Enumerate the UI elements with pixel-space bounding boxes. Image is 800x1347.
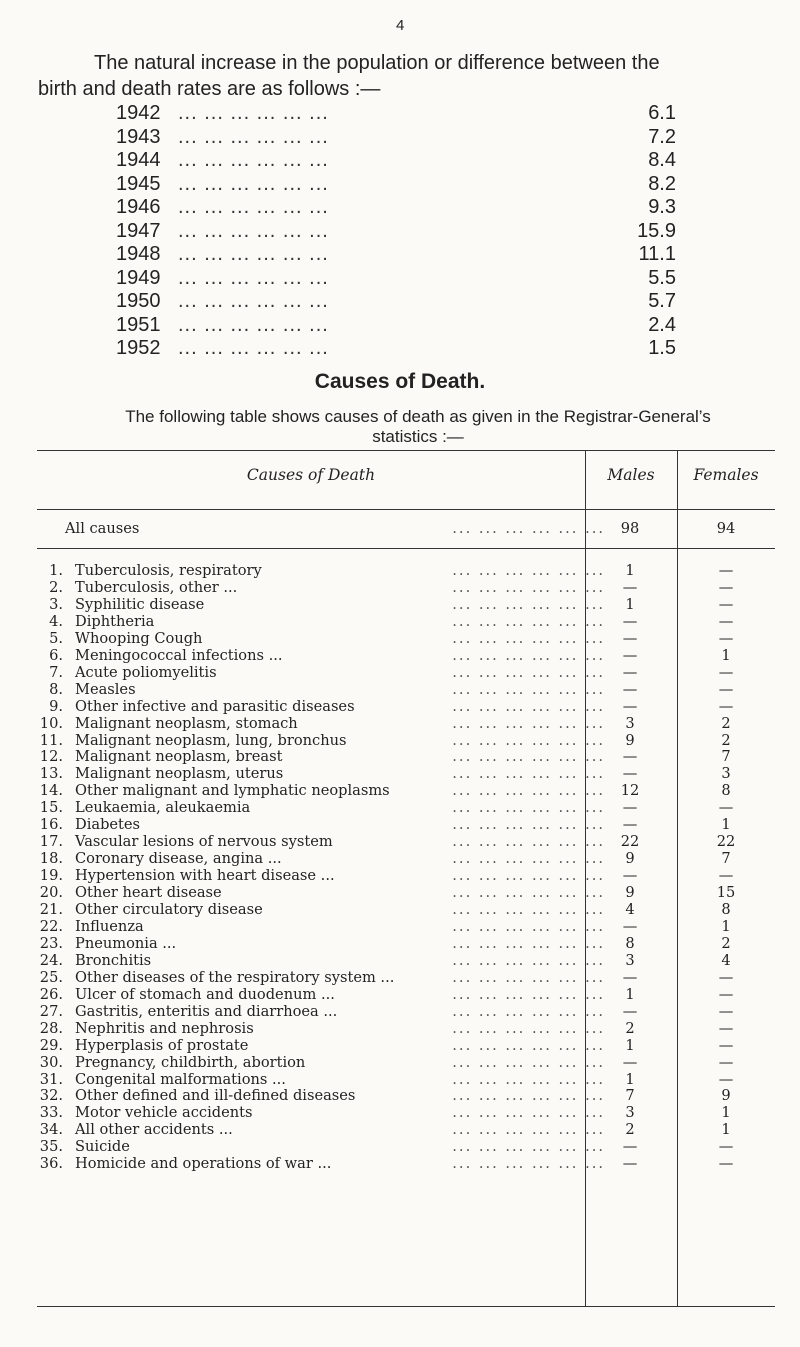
table-row [37,766,775,783]
leader-dots: ... ... ... ... ... ... [452,646,605,664]
rate-year: 1950 [116,290,161,312]
cause-number: 22. [39,917,63,935]
section-title: Causes of Death. [314,370,486,393]
males-count: 9 [625,884,635,902]
cause-number: 29. [39,1036,63,1054]
cause-number: 19. [39,867,63,885]
females-count: — [718,799,734,817]
females-count: 1 [721,1104,731,1122]
cause-number: 6. [49,646,63,664]
cause-label: Bronchitis [75,951,152,969]
rate-value: 9.3 [648,196,676,218]
males-count: — [622,1138,638,1156]
males-count: — [622,968,638,986]
cause-number: 1. [49,562,63,579]
females-count: — [718,578,734,596]
leader-dots: ... ... ... ... ... ... [452,1087,605,1105]
males-count: — [622,612,638,630]
header-males: Males [607,466,655,484]
leader-dots: ... ... ... ... ... ... [452,1002,605,1020]
cause-label: Diabetes [75,816,141,834]
males-count: 9 [625,850,635,868]
table-row [37,817,775,834]
rate-value: 7.2 [648,125,676,148]
cause-number: 9. [49,697,63,715]
leader-dots: ... ... ... ... ... ... [452,629,605,647]
rate-value: 11.1 [638,243,676,265]
table-row [37,597,775,614]
cause-number: 35. [39,1138,63,1156]
table-row [37,648,775,665]
leader-dots: ... ... ... ... ... ... [452,816,605,834]
rate-year: 1944 [116,149,161,171]
males-count: 3 [625,1104,635,1122]
females-count: — [718,595,734,613]
rate-year: 1942 [116,102,161,124]
males-count: — [622,917,638,935]
leader-dots: ... ... ... ... ... ... [178,337,329,359]
cause-number: 24. [39,951,63,969]
females-count: 4 [721,951,731,969]
males-count: — [622,697,638,715]
males-count: — [622,1002,638,1020]
females-count: — [718,663,734,681]
rate-year: 1951 [116,313,161,336]
table-row [37,699,775,716]
intro-line-2: birth and death rates are as follows :— [38,78,381,100]
females-count: — [718,968,734,986]
cause-number: 31. [39,1070,63,1088]
table-intro-line-1: The following table shows causes of death as given in the Registrar-General’s [125,407,711,426]
table-row [37,716,775,733]
cause-number: 2. [49,578,63,596]
cause-number: 21. [39,901,63,918]
females-count: 3 [721,765,731,783]
rate-row [116,267,676,291]
cause-number: 28. [39,1019,63,1037]
leader-dots: ... ... ... ... ... ... [452,562,605,579]
males-count: — [622,1053,638,1071]
females-count: — [718,867,734,885]
table-row [37,970,775,987]
cause-number: 4. [49,612,63,630]
males-count: — [622,629,638,647]
table-row [37,987,775,1004]
rate-year: 1943 [116,125,161,148]
leader-dots: ... ... ... ... ... ... [452,697,605,715]
females-count: — [718,1070,734,1088]
cause-number: 13. [39,765,63,783]
leader-dots: ... ... ... ... ... ... [452,867,605,885]
cause-label: Malignant neoplasm, lung, bronchus [75,731,347,749]
females-count: — [718,1138,734,1156]
rate-value: 1.5 [648,337,676,359]
females-count: — [718,562,734,579]
cause-label: Hyperplasis of prostate [75,1036,249,1054]
table-row [37,868,775,885]
females-count: — [718,1155,734,1173]
rate-row [116,243,676,267]
cause-label: Hypertension with heart disease ... [75,867,335,885]
table-row [37,682,775,699]
leader-dots: ... ... ... ... ... ... [452,1155,605,1173]
cause-label: Other infective and parasitic diseases [75,697,355,715]
females-count: — [718,1053,734,1071]
cause-label: Suicide [75,1138,130,1156]
header-cause: Causes of Death [246,466,376,484]
females-count: 8 [721,782,731,800]
leader-dots: ... ... ... ... ... ... [452,612,605,630]
table-intro-line-2: statistics :— [372,427,464,446]
rate-row [116,337,676,361]
intro-line-1: The natural increase in the population or difference between the [94,52,660,74]
causes-of-death-table [37,450,775,1306]
cause-label: Influenza [75,917,144,935]
cause-label: Coronary disease, angina ... [75,850,282,868]
table-row [37,665,775,682]
table-row [37,800,775,817]
males-count: 3 [625,951,635,969]
table-bottom-rule [37,1306,775,1307]
table-row [37,1122,775,1139]
cause-label: Other heart disease [75,884,222,902]
cause-number: 25. [39,968,63,986]
females-count: — [718,1036,734,1054]
cause-label: Syphilitic disease [75,595,205,613]
cause-label: Whooping Cough [75,629,203,647]
table-row [37,580,775,597]
leader-dots: ... ... ... ... ... ... [452,901,605,918]
header-females: Females [693,466,759,484]
leader-dots: ... ... ... ... ... ... [178,290,329,312]
leader-dots: ... ... ... ... ... ... [452,680,605,698]
rate-row [116,196,676,220]
females-count: — [718,1002,734,1020]
males-count: 4 [625,901,635,918]
females-count: — [718,612,734,630]
cause-number: 11. [39,731,63,749]
cause-label: Malignant neoplasm, breast [75,748,283,766]
cause-number: 27. [39,1002,63,1020]
cause-label: Other malignant and lymphatic neoplasms [75,782,390,800]
cause-label: Congenital malformations ... [75,1070,286,1088]
rate-value: 8.4 [648,149,676,171]
cause-label: All other accidents ... [75,1121,233,1139]
leader-dots: ... ... ... ... ... ... [452,1138,605,1156]
cause-number: 30. [39,1053,63,1071]
cause-label: Tuberculosis, other ... [75,578,238,596]
leader-dots: ... ... ... ... ... ... [452,1104,605,1122]
table-row [37,1088,775,1105]
leader-dots: ... ... ... ... ... ... [452,714,605,732]
rate-year: 1948 [116,243,161,265]
males-count: 1 [625,562,635,579]
table-row [37,1105,775,1122]
leader-dots: ... ... ... ... ... ... [452,748,605,766]
leader-dots: ... ... ... ... ... ... [452,1036,605,1054]
males-count: 7 [625,1087,635,1105]
cause-number: 15. [39,799,63,817]
males-count: 1 [625,1070,635,1088]
males-count: — [622,578,638,596]
females-count: 15 [716,884,736,902]
leader-dots: ... ... ... ... ... ... [178,313,329,336]
females-count: 2 [721,934,731,952]
rate-value: 5.5 [648,266,676,289]
all-causes-females: 94 [716,520,736,537]
females-count: 2 [721,714,731,732]
rate-year: 1947 [116,219,161,242]
cause-label: Homicide and operations of war ... [75,1155,332,1173]
table-row [37,885,775,902]
males-count: 1 [625,1036,635,1054]
females-count: — [718,985,734,1003]
rate-row [116,220,676,244]
all-causes-row [37,521,775,538]
females-count: 1 [721,816,731,834]
rate-year: 1946 [116,196,161,218]
cause-label: Motor vehicle accidents [75,1104,253,1122]
all-causes-label: All causes [65,520,140,537]
leader-dots: ... ... ... ... ... ... [452,1053,605,1071]
cause-number: 23. [39,934,63,952]
all-causes-rule [37,548,775,549]
cause-label: Pneumonia ... [75,934,177,952]
cause-label: Leukaemia, aleukaemia [75,799,251,817]
rate-row [116,126,676,150]
all-causes-males: 98 [620,520,640,537]
males-count: 1 [625,595,635,613]
cause-number: 32. [39,1087,63,1105]
table-row [37,936,775,953]
intro-paragraph [38,50,784,102]
cause-number: 7. [49,663,63,681]
table-row [37,1156,775,1173]
males-count: 1 [625,985,635,1003]
cause-number: 34. [39,1121,63,1139]
leader-dots: ... ... ... ... ... ... [452,850,605,868]
males-count: 8 [625,934,635,952]
cause-label: Pregnancy, childbirth, abortion [75,1053,306,1071]
males-count: — [622,1155,638,1173]
males-count: 12 [620,782,640,800]
males-count: — [622,663,638,681]
females-count: — [718,697,734,715]
cause-label: Other diseases of the respiratory system ... [75,968,395,986]
leader-dots: ... ... ... ... ... ... [178,102,329,124]
page-number: 4 [396,17,405,34]
males-count: — [622,816,638,834]
females-count: — [718,680,734,698]
leader-dots: ... ... ... ... ... ... [178,172,329,195]
females-count: — [718,1019,734,1037]
table-row [37,1139,775,1156]
leader-dots: ... ... ... ... ... ... [452,663,605,681]
females-count: 8 [721,901,731,918]
leader-dots: ... ... ... ... ... ... [178,266,329,289]
leader-dots: ... ... ... ... ... ... [452,595,605,613]
leader-dots: ... ... ... ... ... ... [452,985,605,1003]
males-count: 2 [625,1019,635,1037]
rate-row [116,173,676,197]
table-row [37,1021,775,1038]
rate-row [116,314,676,338]
table-row [37,733,775,750]
rate-row [116,290,676,314]
leader-dots: ... ... ... ... ... ... [178,243,329,265]
females-count: 7 [721,748,731,766]
females-count: 1 [721,646,731,664]
cause-label: Ulcer of stomach and duodenum ... [75,985,335,1003]
leader-dots: ... ... ... ... ... ... [452,833,605,851]
cause-label: Vascular lesions of nervous system [75,833,333,851]
cause-label: Gastritis, enteritis and diarrhoea ... [75,1002,338,1020]
cause-number: 17. [39,833,63,851]
table-row [37,1055,775,1072]
males-count: — [622,748,638,766]
leader-dots: ... ... ... ... ... ... [452,520,605,537]
cause-number: 26. [39,985,63,1003]
leader-dots: ... ... ... ... ... ... [452,799,605,817]
males-count: — [622,765,638,783]
leader-dots: ... ... ... ... ... ... [452,968,605,986]
table-intro [38,407,798,447]
cause-number: 14. [39,782,63,800]
males-count: 9 [625,731,635,749]
table-row [37,953,775,970]
table-top-rule [37,450,775,451]
rate-value: 2.4 [648,313,676,336]
leader-dots: ... ... ... ... ... ... [452,934,605,952]
leader-dots: ... ... ... ... ... ... [452,1121,605,1139]
leader-dots: ... ... ... ... ... ... [452,765,605,783]
natural-increase-list [116,102,676,361]
table-row [37,631,775,648]
table-row [37,834,775,851]
leader-dots: ... ... ... ... ... ... [452,884,605,902]
rate-year: 1952 [116,337,161,359]
cause-number: 3. [49,595,63,613]
cause-label: Acute poliomyelitis [75,663,217,681]
leader-dots: ... ... ... ... ... ... [452,1019,605,1037]
table-row [37,783,775,800]
cause-label: Diphtheria [75,612,155,630]
males-count: — [622,867,638,885]
table-row [37,1038,775,1055]
females-count: 7 [721,850,731,868]
males-count: — [622,799,638,817]
leader-dots: ... ... ... ... ... ... [178,219,329,242]
table-row [37,614,775,631]
females-count: — [718,629,734,647]
table-row [37,749,775,766]
cause-number: 33. [39,1104,63,1122]
table-row [37,902,775,919]
cause-number: 18. [39,850,63,868]
cause-label: Other defined and ill-defined diseases [75,1087,356,1105]
leader-dots: ... ... ... ... ... ... [178,196,329,218]
rate-value: 8.2 [648,172,676,195]
females-count: 2 [721,731,731,749]
rate-row [116,102,676,126]
females-count: 9 [721,1087,731,1105]
cause-label: Measles [75,680,136,698]
rate-row [116,149,676,173]
males-count: — [622,646,638,664]
leader-dots: ... ... ... ... ... ... [178,149,329,171]
leader-dots: ... ... ... ... ... ... [452,917,605,935]
males-count: 3 [625,714,635,732]
cause-label: Malignant neoplasm, uterus [75,765,284,783]
table-row [37,563,775,580]
males-count: 2 [625,1121,635,1139]
leader-dots: ... ... ... ... ... ... [452,731,605,749]
cause-label: Malignant neoplasm, stomach [75,714,298,732]
males-count: 22 [620,833,640,851]
rate-value: 15.9 [637,219,676,242]
cause-number: 5. [49,629,63,647]
header-rule [37,509,775,510]
cause-number: 10. [39,714,63,732]
leader-dots: ... ... ... ... ... ... [452,578,605,596]
cause-number: 16. [39,816,63,834]
cause-number: 20. [39,884,63,902]
cause-label: Tuberculosis, respiratory [75,562,262,579]
leader-dots: ... ... ... ... ... ... [452,782,605,800]
females-count: 1 [721,1121,731,1139]
cause-number: 12. [39,748,63,766]
cause-label: Nephritis and nephrosis [75,1019,254,1037]
females-count: 22 [716,833,736,851]
males-count: — [622,680,638,698]
table-row [37,919,775,936]
cause-label: Other circulatory disease [75,901,263,918]
table-row [37,1072,775,1089]
females-count: 1 [721,917,731,935]
rate-value: 6.1 [648,102,676,124]
leader-dots: ... ... ... ... ... ... [178,125,329,148]
cause-number: 8. [49,680,63,698]
rate-value: 5.7 [648,290,676,312]
cause-number: 36. [39,1155,63,1173]
rate-year: 1949 [116,266,161,289]
leader-dots: ... ... ... ... ... ... [452,951,605,969]
cause-label: Meningococcal infections ... [75,646,283,664]
leader-dots: ... ... ... ... ... ... [452,1070,605,1088]
rate-year: 1945 [116,172,161,195]
table-row [37,851,775,868]
table-row [37,1004,775,1021]
